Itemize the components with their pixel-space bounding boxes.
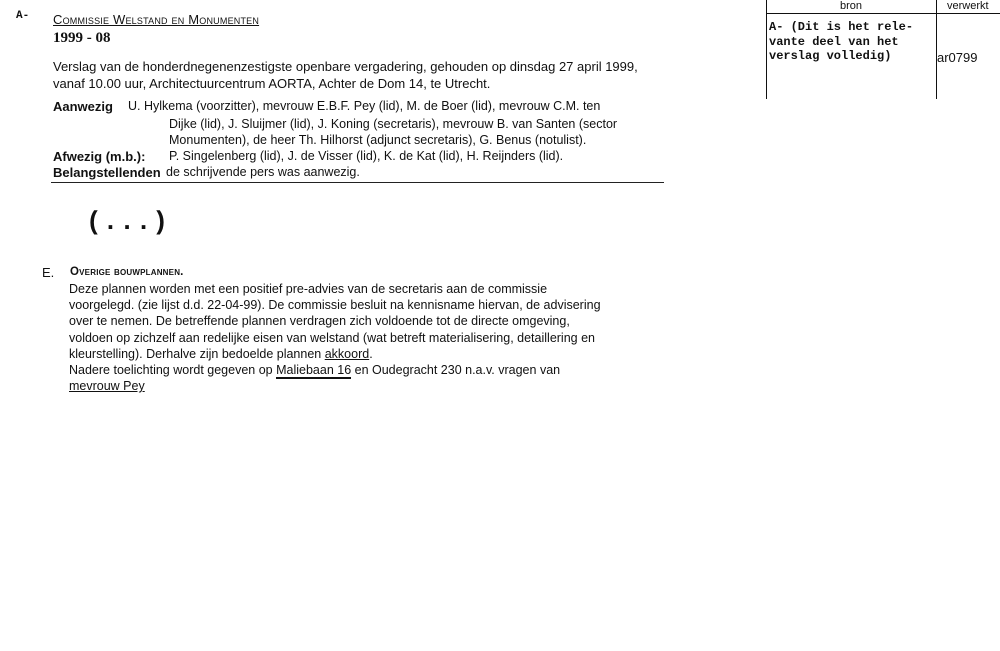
form-note-line: verslag volledig) — [769, 49, 892, 63]
body-line — [69, 346, 601, 362]
form-header-processed: verwerkt — [947, 0, 989, 12]
present-text: U. Hylkema (voorzitter), mevrouw E.B.F. Pey (lid), M. de Boer (lid), mevrouw C.M. ten — [128, 99, 601, 113]
present-text-continued — [169, 116, 617, 148]
section-letter: E. — [42, 265, 55, 280]
absent-label: Afwezig (m.b.): — [53, 149, 146, 164]
interested-label: Belangstellenden — [53, 165, 161, 180]
organization-name: Commissie Welstand en Monumenten — [53, 12, 260, 27]
archive-code: ar0799 — [937, 50, 978, 65]
meeting-number: 1999 - 08 — [53, 30, 111, 46]
intro-line: Verslag van de honderdnegenenzestigste openbare vergadering, gehouden op dinsdag 27 april 1999, — [53, 59, 638, 74]
absent-text: P. Singelenberg (lid), J. de Visser (lid), K. de Kat (lid), H. Reijnders (lid). — [169, 149, 564, 163]
body-line: Deze plannen worden met een positief pre-advies van de secretaris aan de commissie — [69, 282, 548, 296]
approved-text: akkoord — [324, 346, 370, 361]
omission-marker: (...) — [86, 207, 170, 237]
form-note-line: A- (Dit is het rele- — [769, 20, 914, 34]
form-header-source: bron — [840, 0, 863, 12]
form-border-left — [766, 0, 767, 99]
form-note-line: vante deel van het — [769, 34, 899, 49]
body-text: en Oudegracht 230 n.a.v. vragen van — [351, 363, 561, 378]
body-text: kleurstelling). Derhalve zijn bedoelde plannen — [69, 346, 325, 361]
body-line — [69, 378, 601, 394]
section-body — [69, 281, 601, 394]
section-title: Overige bouwplannen. — [70, 266, 184, 278]
body-line: voldoen op zichzelf aan redelijke eisen van welstand (wat betreft materialisering, detaillering en — [69, 330, 595, 345]
header-divider — [51, 182, 664, 183]
present-line: Dijke (lid), J. Sluijmer (lid), J. Koning (secretaris), mevrouw B. van Santen (sector — [169, 117, 618, 131]
present-line: Monumenten), de heer Th. Hilhorst (adjunct secretaris), G. Benus (notulist). — [169, 133, 587, 147]
body-text: . — [369, 346, 373, 361]
document-marker: A- — [16, 10, 30, 22]
form-note — [769, 20, 913, 64]
interested-text: de schrijvende pers was aanwezig. — [166, 165, 360, 179]
intro-paragraph — [53, 58, 638, 92]
address-maliebaan: Maliebaan 16 — [276, 363, 352, 378]
present-label: Aanwezig — [53, 99, 113, 114]
form-header-line — [766, 13, 1000, 14]
body-line: voorgelegd. (zie lijst d.d. 22-04-99). De commissie besluit na kennisname hiervan, de advisering — [69, 298, 601, 313]
intro-line: vanaf 10.00 uur, Architectuurcentrum AORTA, Achter de Dom 14, te Utrecht. — [53, 76, 491, 91]
body-text: Nadere toelichting wordt gegeven op — [69, 363, 277, 378]
body-line — [69, 362, 601, 378]
body-line: over te nemen. De betreffende plannen verdragen zich voldoende tot de directe omgeving, — [69, 314, 570, 329]
person-name: mevrouw Pey — [69, 379, 145, 394]
